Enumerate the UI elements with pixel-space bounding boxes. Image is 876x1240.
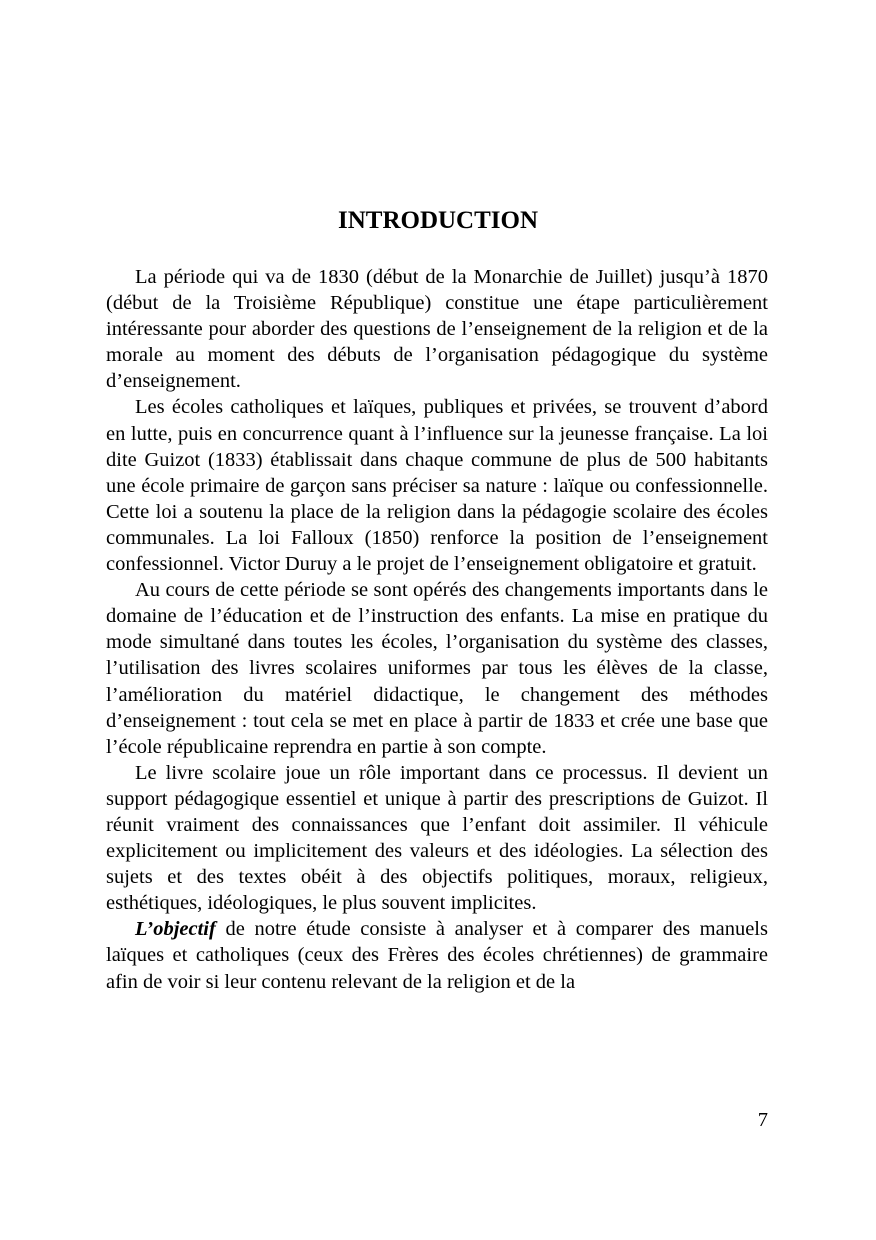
paragraph-4: Le livre scolaire joue un rôle important dans ce processus. Il devient un support pédagogique essentiel et unique à partir des prescriptions de Guizot. Il réunit vraiment des connaissances que l’enfant doit assimiler. Il véhicule explicitement ou implicitement des valeurs et des idéologies. La sélection des sujets et des textes obéit à des objectifs politiques, moraux, religieux, esthétiques, idéologiques, le plus souvent implicites. [106, 761, 768, 915]
paragraph-1: La période qui va de 1830 (début de la Monarchie de Juillet) jusqu’à 1870 (début de la Troisième République) constitue une étape particulièrement intéressante pour aborder des questions de l’enseignement de la religion et de la morale au moment des débuts de l’organisation pédagogique du système d’enseignement. [106, 266, 768, 393]
emphasis-objectif: L’objectif [135, 918, 216, 941]
body-text [106, 264, 768, 995]
paragraph-2: Les écoles catholiques et laïques, publiques et privées, se trouvent d’abord en lutte, puis en concurrence quant à l’influence sur la jeunesse française. La loi dite Guizot (1833) établissait dans chaque commune de plus de 500 habitants une école primaire de garçon sans préciser sa nature : laïque ou confessionnelle. Cette loi a soutenu la place de la religion dans la pédagogie scolaire des écoles communales. La loi Falloux (1850) renforce la position de l’enseignement confessionnel. Victor Duruy a le projet de l’enseignement obligatoire et gratuit. [106, 396, 768, 576]
page-number: 7 [757, 1109, 768, 1131]
paragraph-5-text: de notre étude consiste à analyser et à comparer des manuels laïques et catholiques (ceux des Frères des écoles chrétiennes) de grammaire afin de voir si leur contenu relevant de la religion et de la [106, 918, 768, 993]
paragraph-3: Au cours de cette période se sont opérés des changements importants dans le domaine de l’éducation et de l’instruction des enfants. La mise en pratique du mode simultané dans toutes les écoles, l’organisation du système des classes, l’utilisation des livres scolaires uniformes par tous les élèves de la classe, l’amélioration du matériel didactique, le changement des méthodes d’enseignement : tout cela se met en place à partir de 1833 et crée une base que l’école républicaine reprendra en partie à son compte. [106, 579, 768, 758]
paragraph-5 [106, 916, 768, 994]
page-title: INTRODUCTION [337, 207, 539, 234]
